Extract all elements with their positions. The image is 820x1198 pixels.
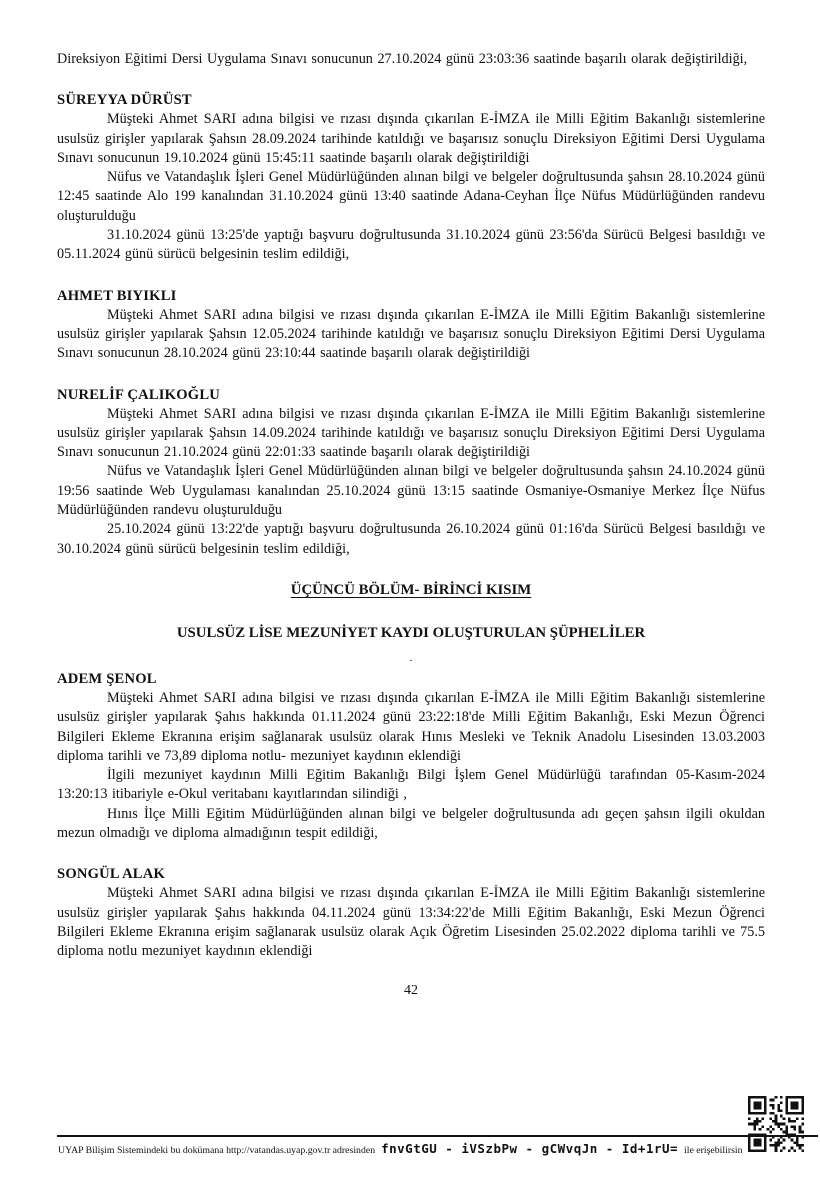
intro-paragraph: Direksiyon Eğitimi Dersi Uygulama Sınavı sonucunun 27.10.2024 günü 23:03:36 saatinde başarılı olarak değiştirildiği, (57, 51, 748, 67)
footer-divider (57, 1135, 818, 1137)
suspect-heading-adem-senol: ADEM ŞENOL (57, 670, 157, 687)
paragraph: 31.10.2024 günü 13:25'de yaptığı başvuru doğrultusunda 31.10.2024 günü 23:56'da Sürücü Belgesi basıldığı ve 05.11.2024 günü sürücü belgesinin teslim edildiği, (57, 227, 765, 263)
suspect-heading-sureyya-durust: SÜREYYA DÜRÜST (57, 92, 192, 109)
footer-suffix-text: ile erişebilirsin (684, 1145, 743, 1156)
paragraph: 25.10.2024 günü 13:22'de yaptığı başvuru doğrultusunda 26.10.2024 günü 01:16'da Sürücü Belgesi basıldığı ve 30.10.2024 günü sürücü belgesinin teslim edildiği, (57, 521, 765, 557)
paragraph: Nüfus ve Vatandaşlık İşleri Genel Müdürlüğünden alınan bilgi ve belgeler doğrultusunda şahsın 28.10.2024 günü 12:45 saatinde Alo 199 kanalından 31.10.2024 günü 13:40 saatinde Adana-Ceyhan İlçe Nüfus Müdürlüğünden randevu oluşturulduğu (57, 169, 765, 224)
paragraph: İlgili mezuniyet kaydının Milli Eğitim Bakanlığı Bilgi İşlem Genel Müdürlüğü tarafından 05-Kasım-2024 13:20:13 itibariyle e-Okul veritabanı kayıtlarından silindiği , (57, 767, 765, 803)
suspect-heading-songul-alak: SONGÜL ALAK (57, 866, 166, 883)
paragraph: Hınıs İlçe Milli Eğitim Müdürlüğünden alınan bilgi ve belgeler doğrultusunda adı geçen şahsın ilgili okuldan mezun olmadığı ve diploma almadığının tespit edildiği, (57, 805, 765, 842)
paragraph: Müşteki Ahmet SARI adına bilgisi ve rızası dışında çıkarılan E-İMZA ile Milli Eğitim Bakanlığı sistemlerine usulsüz girişler yapılarak Şahıs hakkında 01.11.2024 günü 23:22:18'de Milli Eğitim Bakanlığı, Eski Mezun Öğrenci Bilgileri Ekleme Ekranına erişim sağlanarak usulsüz olarak Hınıs Mesleki ve Teknik Anadolu Lisesinden 13.03.2003 diploma tarihli ve 73,89 diploma notlu- mezuniyet kaydının eklendiği (57, 689, 765, 764)
paragraph: Müşteki Ahmet SARI adına bilgisi ve rızası dışında çıkarılan E-İMZA ile Milli Eğitim Bakanlığı sistemlerine usulsüz girişler yapılarak Şahsın 28.09.2024 tarihinde katıldığı ve başarısız sonuçlu Direksiyon Eğitimi Dersi Uygulama Sınavı sonucunun 19.10.2024 günü 15:45:11 saatinde başarılı olarak değiştirildiği (57, 111, 765, 166)
suspect-heading-nurelif-calikoglu: NURELİF ÇALIKOĞLU (57, 386, 221, 403)
suspect-heading-ahmet-biyikli: AHMET BIYIKLI (57, 287, 177, 304)
subchapter-heading: USULSÜZ LİSE MEZUNİYET KAYDI OLUŞTURULAN ŞÜPHELİLER (176, 624, 646, 641)
footer-access-codes: fnvGtGU - iVSzbPw - gCWvqJn - Id+1rU= (381, 1141, 679, 1156)
footer-prefix-text: UYAP Bilişim Sistemindeki bu dokümana http://vatandas.uyap.gov.tr adresinden (58, 1145, 376, 1156)
paragraph: Müşteki Ahmet SARI adına bilgisi ve rızası dışında çıkarılan E-İMZA ile Milli Eğitim Bakanlığı sistemlerine usulsüz girişler yapılarak Şahsın 12.05.2024 tarihinde katıldığı ve başarısız sonuçlu Direksiyon Eğitimi Dersi Uygulama Sınavı sonucunun 28.10.2024 günü 23:10:44 saatinde başarılı olarak değiştirildiği (57, 306, 765, 362)
page-number: 42 (404, 982, 418, 998)
chapter-heading-text: ÜÇÜNCÜ BÖLÜM- BİRİNCİ KISIM (290, 581, 532, 598)
footer (58, 1141, 758, 1156)
paragraph: Müşteki Ahmet SARI adına bilgisi ve rızası dışında çıkarılan E-İMZA ile Milli Eğitim Bakanlığı sistemlerine usulsüz girişler yapılarak Şahıs hakkında 04.11.2024 günü 13:34:22'de Milli Eğitim Bakanlığı, Eski Mezun Öğrenci Bilgileri Ekleme Ekranına erişim sağlanarak usulsüz olarak Açık Öğretim Lisesinden 25.02.2022 diploma tarihli ve 75.5 diploma notlu mezuniyet kaydının eklendiği (57, 885, 765, 960)
stray-dot: . (409, 651, 413, 664)
chapter-heading (57, 581, 765, 600)
paragraph: Nüfus ve Vatandaşlık İşleri Genel Müdürlüğünden alınan bilgi ve belgeler doğrultusunda şahsın 24.10.2024 günü 19:56 saatinde Web Uygulaması kanalından 25.10.2024 günü 13:15 saatinde Osmaniye-Osmaniye Merkez İlçe Nüfus Müdürlüğünden randevu oluşturulduğu (57, 463, 765, 519)
paragraph: Müşteki Ahmet SARI adına bilgisi ve rızası dışında çıkarılan E-İMZA ile Milli Eğitim Bakanlığı sistemlerine usulsüz girişler yapılarak Şahsın 14.09.2024 tarihinde katıldığı ve başarısız sonuçlu Direksiyon Eğitimi Dersi Uygulama Sınavı sonucunun 21.10.2024 günü 22:01:33 saatinde başarılı olarak değiştirildiği (57, 405, 765, 461)
